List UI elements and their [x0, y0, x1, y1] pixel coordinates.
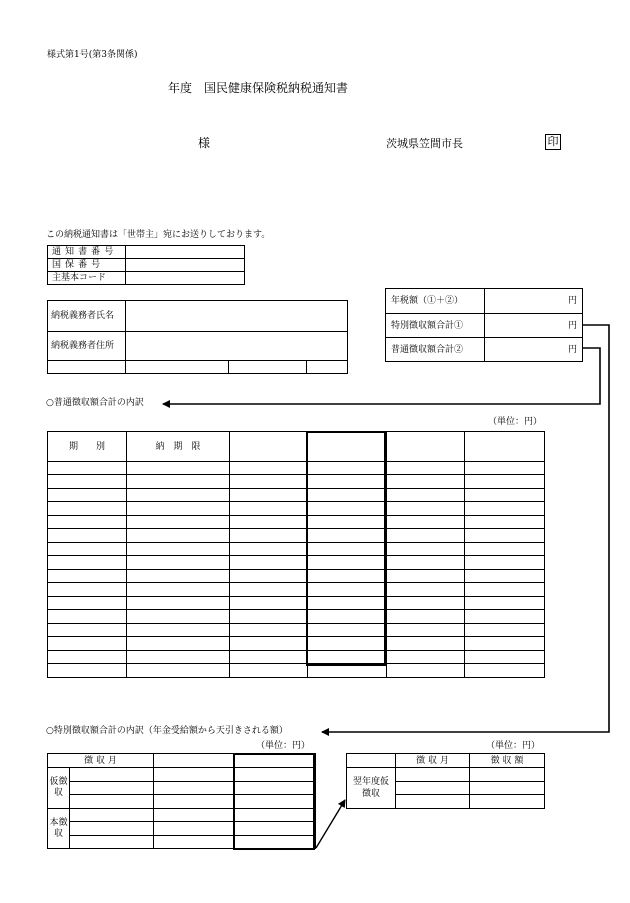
- notice-line: この納税通知書は「世帯主」宛にお送りしております。: [46, 230, 271, 240]
- provisional-collection-label: 仮徴収: [48, 768, 70, 809]
- annual-tax-label: 年税額（①＋②）: [386, 289, 485, 314]
- form-number: 様式第1号(第3条関係): [47, 50, 138, 60]
- regular-collection-unit: 円: [485, 338, 583, 362]
- arrow-to-next-year-table: [316, 800, 345, 848]
- regular-section-title: ○普通徴収額合計の内訳: [46, 398, 144, 408]
- seal-mark: 印: [545, 134, 561, 150]
- column-period: 期 別: [48, 432, 127, 462]
- arrow-to-special-section: [322, 325, 609, 732]
- annual-tax-unit: 円: [485, 289, 583, 314]
- column-collection-month: 徴 収 月: [48, 754, 154, 768]
- taxpayer-address-label: 納税義務者住所: [48, 332, 126, 361]
- notice-number-label: 通知書番号: [48, 246, 126, 259]
- recipient-suffix: 様: [198, 136, 211, 150]
- special-collection-label: 特別徴収額合計①: [386, 314, 485, 338]
- column-due-date: 納 期 限: [127, 432, 230, 462]
- insurance-number-label: 国保番号: [48, 259, 126, 272]
- arrow-to-regular-section: [163, 348, 600, 404]
- issuer-name: 茨城県笠間市長: [386, 137, 463, 150]
- next-year-month-header: 徴 収 月: [396, 754, 470, 768]
- special-section-title: ○特別徴収額合計の内訳（年金受給額から天引きされる額）: [46, 726, 288, 736]
- next-year-provisional-label: 翌年度仮徴収: [347, 768, 396, 809]
- main-collection-label: 本徴収: [48, 809, 70, 849]
- regular-unit-note: （単位：円）: [488, 417, 543, 427]
- regular-collection-label: 普通徴収額合計②: [386, 338, 485, 362]
- taxpayer-name-label: 納税義務者氏名: [48, 301, 126, 332]
- special-unit-note-right: （単位：円）: [486, 741, 541, 751]
- special-unit-note-left: （単位：円）: [256, 741, 311, 751]
- next-year-amount-header: 徴 収 額: [470, 754, 545, 768]
- main-code-label: 主基本コード: [48, 272, 126, 285]
- special-collection-unit: 円: [485, 314, 583, 338]
- page-title: 年度 国民健康保険税納税通知書: [168, 81, 349, 95]
